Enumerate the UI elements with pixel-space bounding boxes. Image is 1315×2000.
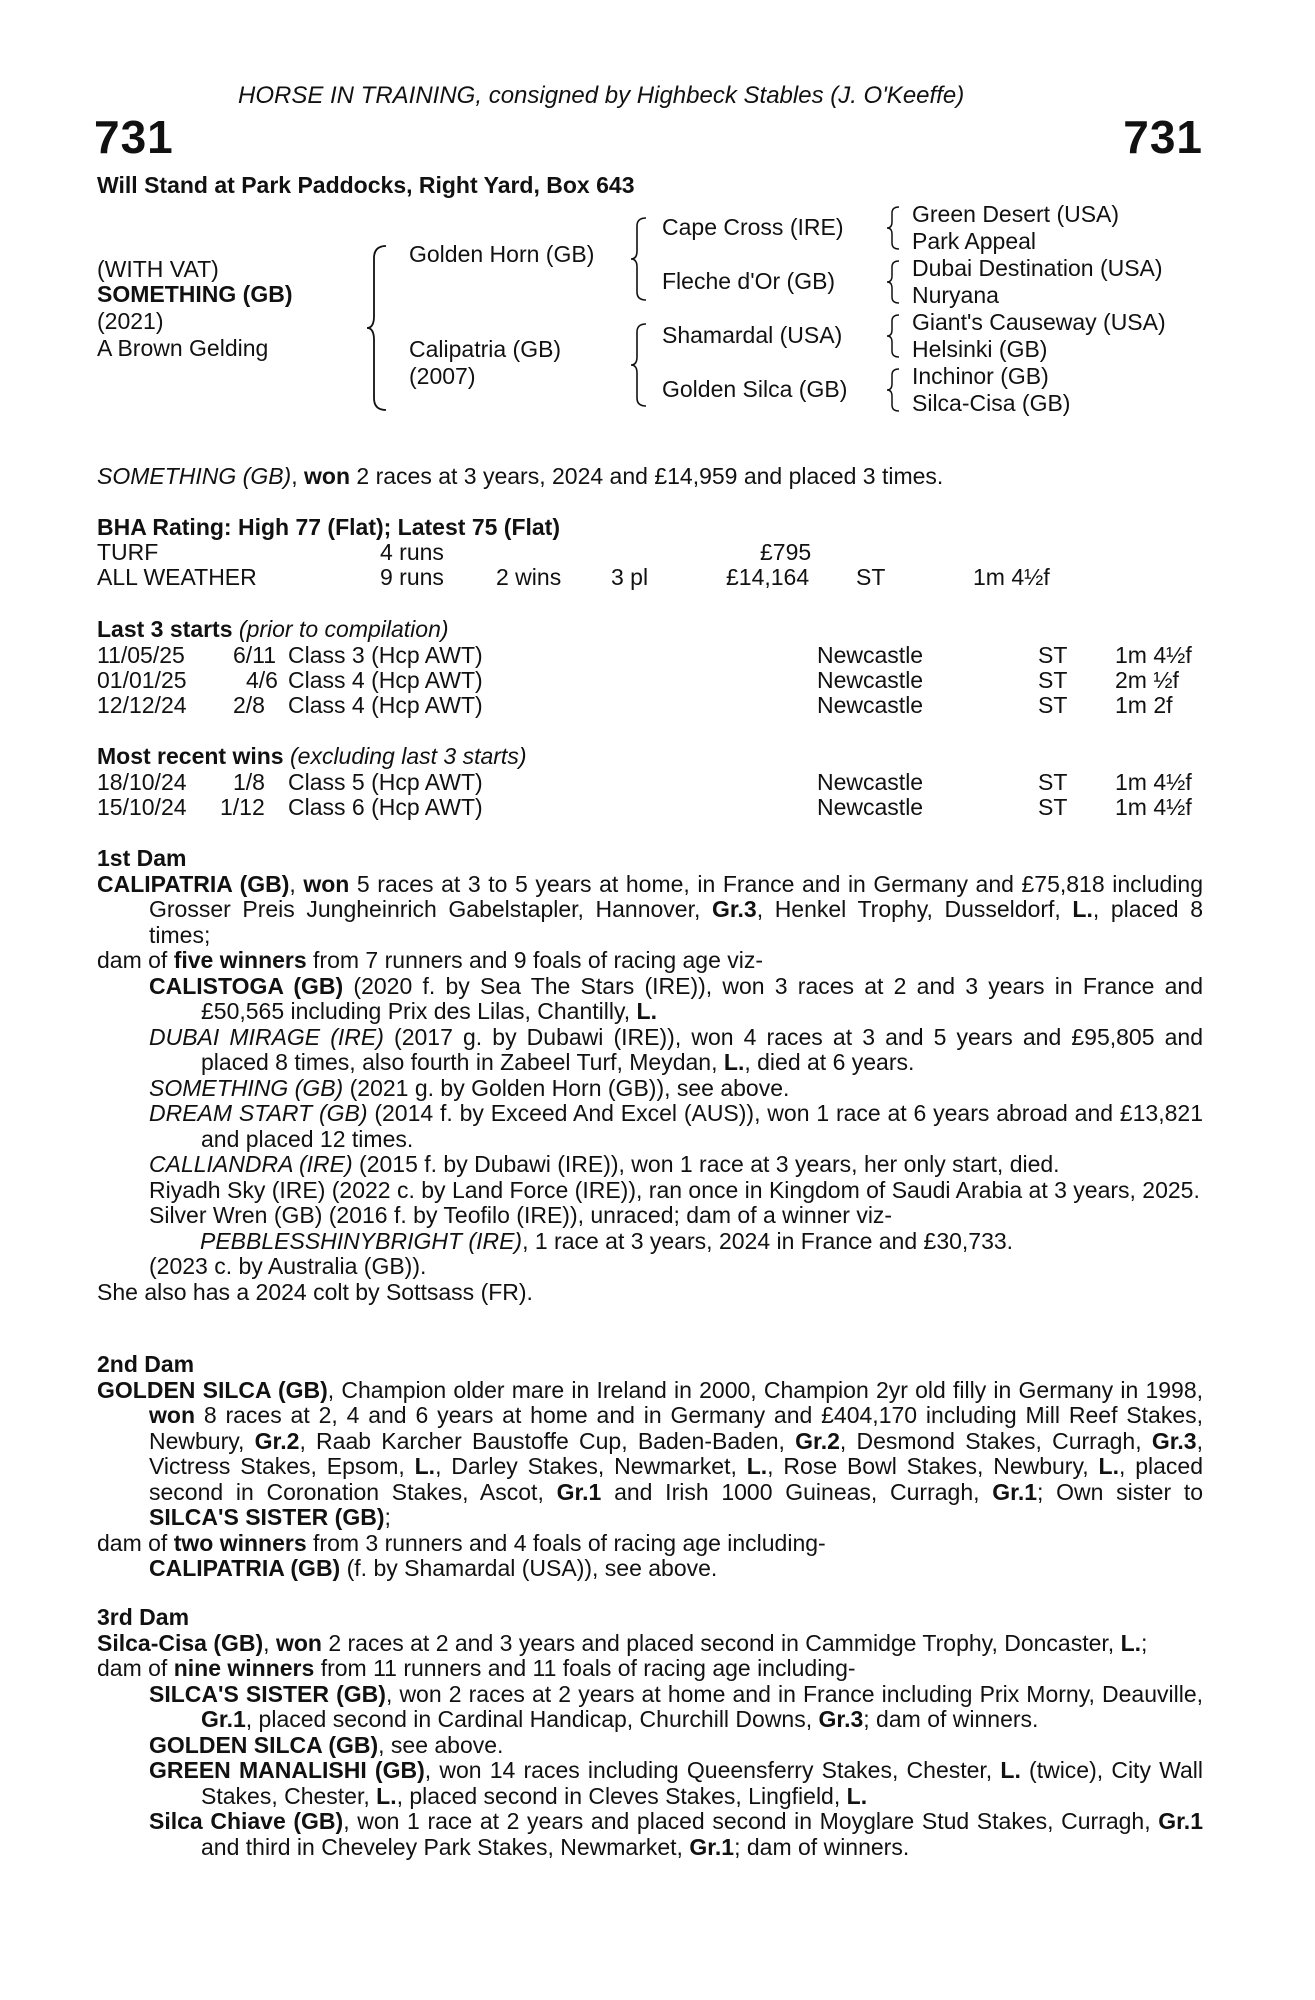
rating-aw-placed: 3 pl [611, 564, 649, 590]
damof-text: dam of [97, 1655, 174, 1681]
produce-text: (2020 f. by Sea The Stars (IRE)), won 3 races at 2 and 3 years in France and £50,565 including Prix des Lilas, Chantilly, [201, 972, 1203, 1024]
dam-sire: Shamardal (USA) [662, 322, 843, 348]
second-dam-text: , Raab Karcher Baustoffe Cup, Baden-Baden, [299, 1427, 796, 1454]
win-pos: 1/12 [220, 794, 265, 820]
produce-name: CALISTOGA (GB) [149, 972, 344, 999]
produce-item [97, 1733, 1203, 1759]
second-dam-record [97, 1378, 1203, 1531]
produce-name: DUBAI MIRAGE (IRE) [149, 1023, 384, 1050]
first-dam-won: won [303, 870, 350, 897]
ped-sds: Dubai Destination (USA) [912, 255, 1163, 281]
recent-wins-title: Most recent wins [97, 743, 284, 769]
produce-name: GOLDEN SILCA (GB) [149, 1731, 379, 1758]
produce-item [97, 1101, 1203, 1152]
win-class: Class 5 (Hcp AWT) [288, 769, 483, 795]
start-class: Class 3 (Hcp AWT) [288, 642, 483, 668]
start-venue: Newcastle [817, 642, 924, 668]
start-venue: Newcastle [817, 667, 924, 693]
produce-text: ; dam of winners. [734, 1833, 910, 1860]
pedigree-brace-g3 [886, 313, 902, 359]
ped-dds: Inchinor (GB) [912, 363, 1049, 389]
first-dam-section [97, 846, 1203, 1305]
first-dam-heading: 1st Dam [97, 845, 187, 871]
produce-item [97, 974, 1203, 1025]
ped-ddd: Silca-Cisa (GB) [912, 390, 1071, 416]
pedigree-brace-g4 [886, 367, 902, 413]
first-dam-text: , Henkel Trophy, Dusseldorf, [756, 896, 1073, 922]
second-dam-text: , Victress Stakes, Epsom, [149, 1427, 1203, 1479]
pedigree-brace-sire [630, 216, 650, 302]
second-dam-text: , Desmond Stakes, Curragh, [839, 1427, 1152, 1454]
produce-text: , placed second in Cardinal Handicap, Churchill Downs, [245, 1706, 819, 1732]
ped-sdd: Nuryana [912, 282, 999, 308]
produce-name: CALIPATRIA (GB) [149, 1555, 341, 1581]
win-dist: 1m 4½f [1115, 769, 1192, 795]
second-dam-name: GOLDEN SILCA (GB) [97, 1376, 328, 1403]
start-going: ST [1038, 692, 1068, 718]
summary-rest: 2 races at 3 years, 2024 and £14,959 and placed 3 times. [350, 463, 944, 489]
rating-aw-dist: 1m 4½f [973, 564, 1050, 590]
group-2-badge: Gr.2 [254, 1427, 300, 1454]
sire-name: Golden Horn (GB) [409, 241, 595, 267]
produce-text: (twice), City Wall Stakes, Chester, [201, 1757, 1203, 1809]
last-starts-heading [97, 617, 449, 642]
produce-item [97, 1758, 1203, 1809]
win-pos: 1/8 [233, 769, 265, 795]
first-dam-text: 5 races at 3 to 5 years at home, in France and in Germany and £75,818 including Grosser Preis Jungheinrich Gabelstapler, Hannover, [149, 870, 1203, 922]
start-date: 11/05/25 [97, 642, 185, 668]
group-1-badge: Gr.1 [689, 1833, 735, 1860]
start-dist: 1m 4½f [1115, 642, 1192, 668]
listed-badge: L. [846, 1782, 868, 1809]
first-dam-produce-summary [97, 948, 1203, 974]
rating-turf-surface: TURF [97, 539, 159, 565]
produce-text: , won 2 races at 2 years at home and in France including Prix Morny, Deauville, [385, 1680, 1203, 1707]
stand-location: Will Stand at Park Paddocks, Right Yard, Box 643 [97, 172, 635, 198]
produce-item [97, 1809, 1203, 1860]
produce-item: (2023 c. by Australia (GB)). [149, 1253, 427, 1279]
produce-text: (2015 f. by Dubawi (IRE)), won 1 race at 3 years, her only start, died. [352, 1151, 1060, 1177]
produce-text: (f. by Shamardal (USA)), see above. [340, 1555, 718, 1581]
sister-name: SILCA'S SISTER (GB) [149, 1504, 385, 1530]
rating-aw-wins: 2 wins [496, 564, 562, 590]
third-dam-text: ; [1141, 1629, 1148, 1656]
winners-count: two winners [173, 1529, 307, 1556]
produce-item [97, 1556, 1203, 1582]
second-dam-heading: 2nd Dam [97, 1351, 195, 1377]
horse-description: A Brown Gelding [97, 335, 269, 361]
second-dam-text: 8 races at 2, 4 and 6 years at home and in Germany and £404,170 including Mill Reef Stakes, Newbury, [149, 1402, 1203, 1454]
horse-name: SOMETHING (GB) [97, 281, 293, 307]
group-1-badge: Gr.1 [992, 1478, 1038, 1505]
produce-name: GREEN MANALISHI (GB) [149, 1757, 425, 1783]
sire-sire: Cape Cross (IRE) [662, 214, 844, 240]
produce-text: (2017 g. by Dubawi (IRE)), won 4 races at 3 and 5 years and £95,805 and placed 8 times, also fourth in Zabeel Turf, Meydan, [201, 1023, 1203, 1075]
listed-badge: L. [636, 998, 657, 1024]
listed-badge: L. [1000, 1757, 1021, 1783]
start-dist: 1m 2f [1115, 692, 1173, 718]
second-dam-section [97, 1352, 1203, 1582]
damof-text: from 11 runners and 11 foals of racing age including- [314, 1655, 856, 1681]
third-dam-produce-summary [97, 1656, 1203, 1682]
lot-number-left: 731 [94, 111, 174, 163]
second-dam-produce-summary [97, 1531, 1203, 1557]
first-dam-text: , placed 8 times; [149, 896, 1203, 948]
produce-name: SOMETHING (GB) [149, 1074, 344, 1101]
grand-produce-item [97, 1229, 1203, 1255]
dam-dam: Golden Silca (GB) [662, 376, 848, 402]
third-dam-record: Silca-Cisa (GB), won 2 races at 2 and 3 years and placed second in Cammidge Trophy, Doncaster, L.; [97, 1629, 1148, 1656]
rating-turf-runs: 4 runs [380, 539, 444, 565]
start-class: Class 4 (Hcp AWT) [288, 667, 483, 693]
group-1-badge: Gr.1 [556, 1478, 602, 1505]
start-class: Class 4 (Hcp AWT) [288, 692, 483, 718]
pedigree-brace-dam [630, 322, 650, 408]
group-3-badge: Gr.3 [1151, 1427, 1197, 1454]
second-dam-text: , Rose Bowl Stakes, Newbury, [767, 1453, 1099, 1479]
first-dam-name: CALIPATRIA (GB) [97, 870, 290, 897]
rating-aw-course: ST [856, 564, 886, 590]
win-date: 18/10/24 [97, 769, 187, 795]
produce-item: Riyadh Sky (IRE) (2022 c. by Land Force (IRE)), ran once in Kingdom of Saudi Arabia at 3 years, 2025. [149, 1176, 1200, 1203]
produce-name: SILCA'S SISTER (GB) [149, 1680, 386, 1707]
produce-name: DREAM START (GB) [149, 1100, 368, 1126]
win-going: ST [1038, 769, 1068, 795]
second-dam-text: and Irish 1000 Guineas, Curragh, [601, 1478, 993, 1505]
produce-text: (2014 f. by Exceed And Excel (AUS)), won 1 race at 6 years abroad and £13,821 and placed 12 times. [201, 1100, 1203, 1152]
rating-aw-prize: £14,164 [726, 564, 810, 590]
group-3-badge: Gr.3 [818, 1706, 864, 1732]
produce-text: , won 14 races including Queensferry Stakes, Chester, [424, 1757, 1001, 1783]
second-dam-text: , Champion older mare in Ireland in 2000, Champion 2yr old filly in Germany in 1998, [327, 1376, 1204, 1403]
vat-note: (WITH VAT) [97, 256, 219, 282]
produce-text: ; dam of winners. [863, 1706, 1039, 1732]
produce-item [97, 1025, 1203, 1076]
win-class: Class 6 (Hcp AWT) [288, 794, 483, 820]
start-pos: 4/6 [246, 667, 278, 693]
last-starts-note: (prior to compilation) [232, 616, 449, 642]
win-venue: Newcastle [817, 769, 924, 795]
damof-text: dam of [97, 947, 174, 973]
produce-name: CALLIANDRA (IRE) [149, 1151, 353, 1177]
produce-text: , placed second in Cleves Stakes, Lingfield, [396, 1782, 847, 1809]
summary-name: SOMETHING (GB) [97, 463, 292, 489]
produce-text: , see above. [378, 1731, 504, 1758]
pedigree-brace-main [366, 244, 390, 412]
damof-text: from 3 runners and 4 foals of racing age including- [306, 1529, 826, 1556]
produce-text: , 1 race at 3 years, 2024 in France and £30,733. [522, 1227, 1014, 1254]
sire-dam: Fleche d'Or (GB) [662, 268, 836, 294]
produce-item [97, 1076, 1203, 1102]
start-date: 01/01/25 [97, 667, 187, 693]
listed-badge: L. [414, 1453, 436, 1479]
start-date: 12/12/24 [97, 692, 187, 718]
produce-name: Silca Chiave (GB) [149, 1808, 344, 1834]
rating-aw-surface: ALL WEATHER [97, 564, 257, 590]
winners-count: five winners [173, 947, 307, 973]
listed-badge: L. [723, 1049, 745, 1075]
first-dam-record: CALIPATRIA (GB), won 5 races at 3 to 5 years at home, in France and in Germany and £75,818 including Grosser Preis Jungheinrich Gabelstapler, Hannover, Gr.3, Henkel Trophy, Dusseldorf, L., placed 8 times; [97, 870, 1203, 948]
third-dam-won: won [275, 1629, 322, 1656]
dam-name: Calipatria (GB) [409, 336, 562, 362]
listed-badge: L. [1072, 896, 1093, 922]
start-venue: Newcastle [817, 692, 924, 718]
produce-item [97, 1682, 1203, 1733]
listed-badge: L. [376, 1782, 397, 1809]
start-going: ST [1038, 642, 1068, 668]
pedigree-brace-g1 [886, 205, 902, 251]
third-dam-heading: 3rd Dam [97, 1604, 190, 1630]
produce-item: Silver Wren (GB) (2016 f. by Teofilo (IRE)), unraced; dam of a winner viz- [149, 1202, 893, 1228]
third-dam-name: Silca-Cisa (GB) [97, 1629, 264, 1656]
rating-aw-runs: 9 runs [380, 564, 444, 590]
bha-rating-heading: BHA Rating: High 77 (Flat); Latest 75 (Flat) [97, 514, 560, 540]
start-pos: 6/11 [233, 642, 277, 668]
dam-year: (2007) [409, 363, 476, 389]
listed-badge: L. [1098, 1453, 1119, 1479]
ped-dsd: Helsinki (GB) [912, 336, 1048, 362]
group-3-badge: Gr.3 [711, 896, 757, 922]
win-venue: Newcastle [817, 794, 924, 820]
group-2-badge: Gr.2 [795, 1427, 840, 1454]
produce-text: and third in Cheveley Park Stakes, Newmarket, [201, 1833, 690, 1860]
win-dist: 1m 4½f [1115, 794, 1192, 820]
win-date: 15/10/24 [97, 794, 187, 820]
consignment-line: HORSE IN TRAINING, consigned by Highbeck Stables (J. O'Keeffe) [238, 82, 965, 109]
ped-sss: Green Desert (USA) [912, 201, 1120, 227]
damof-text: from 7 runners and 9 foals of racing age viz- [306, 947, 764, 973]
pedigree-brace-g2 [886, 259, 902, 305]
second-dam-text: ; Own sister to [1037, 1478, 1204, 1505]
rating-turf-prize: £795 [760, 539, 812, 565]
listed-badge: L. [1120, 1629, 1142, 1656]
recent-wins-heading [97, 744, 526, 769]
last-starts-title: Last 3 starts [97, 616, 233, 642]
third-dam-section [97, 1605, 1203, 1860]
race-summary: SOMETHING (GB), won 2 races at 3 years, 2024 and £14,959 and placed 3 times. [97, 463, 944, 489]
win-going: ST [1038, 794, 1068, 820]
produce-text: , won 1 race at 2 years and placed second in Moyglare Stud Stakes, Curragh, [343, 1808, 1159, 1834]
horse-year: (2021) [97, 308, 164, 334]
group-1-badge: Gr.1 [1158, 1808, 1203, 1834]
start-pos: 2/8 [233, 692, 265, 718]
ped-ssd: Park Appeal [912, 228, 1037, 254]
second-dam-text: ; [384, 1504, 391, 1530]
group-1-badge: Gr.1 [201, 1706, 246, 1732]
listed-badge: L. [746, 1453, 768, 1479]
second-dam-text: , placed second in Coronation Stakes, Ascot, [149, 1453, 1203, 1505]
start-going: ST [1038, 667, 1068, 693]
summary-won: won [304, 463, 351, 489]
produce-text: (2021 g. by Golden Horn (GB)), see above. [343, 1074, 790, 1101]
ped-dss: Giant's Causeway (USA) [912, 309, 1166, 335]
recent-wins-note: (excluding last 3 starts) [283, 743, 527, 769]
produce-note: She also has a 2024 colt by Sottsass (FR). [97, 1278, 533, 1305]
second-dam-text: , Darley Stakes, Newmarket, [435, 1453, 747, 1479]
produce-item [97, 1152, 1203, 1178]
produce-name: PEBBLESSHINYBRIGHT (IRE) [200, 1227, 523, 1254]
start-dist: 2m ½f [1115, 667, 1179, 693]
winners-count: nine winners [173, 1655, 315, 1681]
lot-number-right: 731 [1123, 111, 1203, 163]
third-dam-text: 2 races at 2 and 3 years and placed second in Cammidge Trophy, Doncaster, [321, 1629, 1121, 1656]
produce-text: , died at 6 years. [744, 1049, 915, 1075]
damof-text: dam of [97, 1529, 174, 1556]
second-dam-won: won [149, 1402, 195, 1428]
